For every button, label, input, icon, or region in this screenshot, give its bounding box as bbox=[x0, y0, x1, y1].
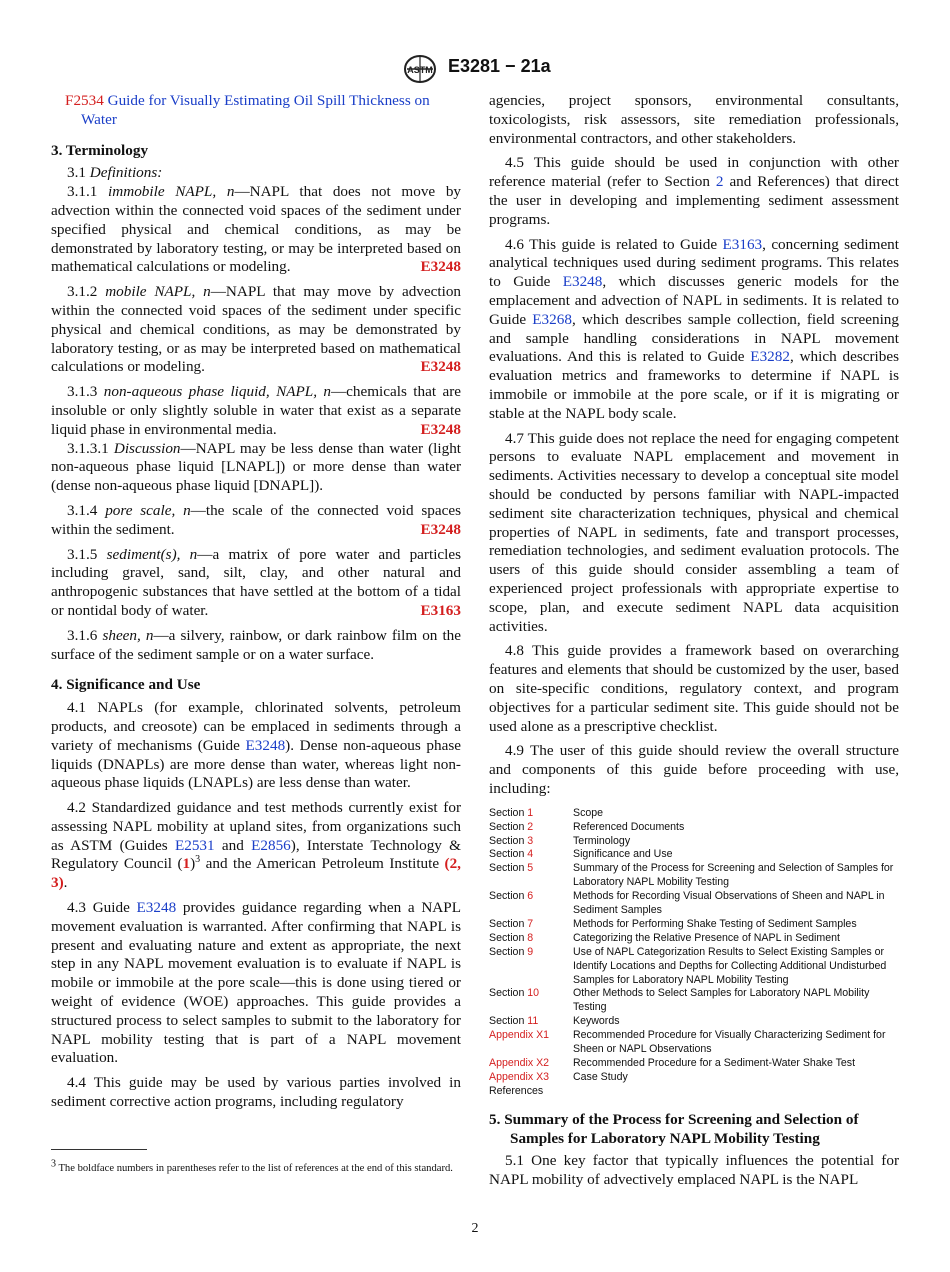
footnote: $^3$ The boldface numbers in parentheses refer to the list of references at the end of this standard. bbox=[51, 1158, 453, 1174]
ref-f2534 bbox=[51, 92, 461, 130]
toc-row: References bbox=[489, 1084, 544, 1097]
toc-row[interactable]: Section 6 Methods for Recording Visual Observations of Sheen and NAPL in Sediment Samples bbox=[489, 890, 885, 917]
toc-row[interactable]: Section 3 Terminology bbox=[489, 834, 631, 847]
contents-table bbox=[489, 807, 899, 1099]
para-3-1-6: 3.1.6 sheen, n—a silvery, rainbow, or dark rainbow film on the surface of the sediment sample or on a water surface. bbox=[51, 626, 462, 663]
para-4-4-cont: agencies, project sponsors, environmental consultants, toxicologists, risk assessors, site remediation professionals, environmental contractors, and other stakeholders. bbox=[489, 92, 899, 147]
toc-row[interactable]: Appendix X2 Recommended Procedure for a Sediment-Water Shake Test bbox=[489, 1057, 856, 1069]
ref-e2531-link[interactable]: E2531 bbox=[174, 836, 215, 854]
para-4-5: 4.5 This guide should be used in conjunction with other reference material (refer to Section 2 and References) that direct the user in developing and implementing sediment assessment programs. bbox=[489, 154, 899, 228]
toc-row[interactable]: Section 5 Summary of the Process for Screening and Selection of Samples for Laboratory NAPL Mobility Testing bbox=[489, 862, 894, 889]
ref-e3163-link[interactable]: E3163 bbox=[722, 235, 763, 253]
page-number: 2 bbox=[471, 1221, 479, 1236]
para-3-1-3: 3.1.3 non-aqueous phase liquid, NAPL, n—chemicals that are insoluble or only slightly soluble in water that exist as a separate liquid phase in environmental media. E3248 bbox=[51, 383, 461, 438]
citation-1[interactable]: 1 bbox=[182, 855, 191, 873]
ref-e3163[interactable]: E3163 bbox=[420, 601, 461, 619]
footnote-divider bbox=[51, 1149, 147, 1150]
toc-row[interactable]: Section 2 Referenced Documents bbox=[489, 820, 685, 833]
ref-title[interactable]: Guide for Visually Estimating Oil Spill Thickness on Water bbox=[81, 92, 430, 128]
para-3-1-5: 3.1.5 sediment(s), n—a matrix of pore water and particles including gravel, sand, silt, clay, and other natural and anthropogenic substances that have settled at the bottom of a tidal or nontidal body of water. E3163 bbox=[51, 545, 462, 619]
para-3-1-3-1: 3.1.3.1 Discussion—NAPL may be less dense than water (light non-aqueous phase liquid [LNAPL]) or more dense than water (dense non-aqueous phase liquid [DNAPL]). bbox=[51, 439, 462, 495]
section-5-heading: 5. Summary of the Process for Screening and Selection of Samples for Laboratory NAPL Mobility Testing bbox=[489, 1110, 859, 1147]
svg-text:ASTM: ASTM bbox=[407, 65, 433, 75]
toc-row[interactable]: Appendix X3 Case Study bbox=[489, 1070, 628, 1083]
para-5-1: 5.1 One key factor that typically influences the potential for NAPL mobility of advectively emplaced NAPL is the NAPL bbox=[489, 1152, 899, 1189]
section-4-heading: 4. Significance and Use bbox=[51, 676, 201, 694]
astm-logo-icon bbox=[402, 54, 438, 84]
para-4-4: 4.4 This guide may be used by various parties involved in sediment corrective action programs, including regulatory bbox=[51, 1074, 461, 1111]
toc-row[interactable]: Section 8 Categorizing the Relative Presence of NAPL in Sediment bbox=[489, 931, 840, 944]
para-3-1-2: 3.1.2 mobile NAPL, n—NAPL that may move by advection within the connected void spaces of the sediment under specific physical and chemical conditions, as may be demonstrated by laboratory testing, or as may be interpreted based on mathematical calculations or modeling. E3248 bbox=[51, 283, 462, 376]
ref-e3248[interactable]: E3248 bbox=[420, 520, 461, 538]
page-header bbox=[0, 54, 950, 84]
toc-row[interactable]: Section 7 Methods for Performing Shake Testing of Sediment Samples bbox=[489, 917, 857, 930]
para-4-9: 4.9 The user of this guide should review the overall structure and components of this guide before proceeding with use, including: bbox=[489, 742, 899, 797]
toc-row[interactable]: Appendix X1 Recommended Procedure for Visually Characterizing Sediment for Sheen or NAPL Observations bbox=[489, 1029, 886, 1056]
para-4-2: 4.2 Standardized guidance and test methods currently exist for assessing NAPL mobility at upland sites, from organizations such as ASTM (Guides E2531 and E2856), Interstate Technology & Regulatory Council $(1)^3$ and the American Petroleum Institute (2, 3). bbox=[51, 799, 461, 892]
citation-2-3[interactable]: (2, 3) bbox=[51, 855, 461, 892]
ref-e3248[interactable]: E3248 bbox=[420, 358, 461, 376]
toc-row[interactable]: Section 9 Use of NAPL Categorization Results to Select Existing Samples or Identify Locations and Depths for Collecting Additional Undisturbed Samples for Laboratory NAPL Mobility Testing bbox=[489, 945, 887, 986]
toc-row[interactable]: Section 4 Significance and Use bbox=[489, 848, 673, 861]
toc-row[interactable]: Section 11 Keywords bbox=[489, 1015, 620, 1028]
para-4-6: 4.6 This guide is related to Guide E3163, concerning sediment analytical techniques used during sediment programs. This relates to Guide E3248, which discusses generic models for the emplacement and advection of NAPL in sediments. It is related to Guide E3268, which describes sample collection, field screening and sample handling considerations in NAPL movement evaluations. And this is related to Guide E3282, which describes evaluation metrics and frameworks to determine if NAPL is immobile or immobile at the pore scale, or if it is migrating or stable at the NAPL body scale. bbox=[489, 235, 899, 422]
ref-e2856-link[interactable]: E2856 bbox=[251, 836, 291, 854]
ref-e3282-link[interactable]: E3282 bbox=[750, 348, 790, 366]
ref-e3248-link[interactable]: E3248 bbox=[562, 273, 603, 291]
para-4-7: 4.7 This guide does not replace the need for engaging competent persons to evaluate NAPL emplacement and movement in sediments. Activities necessary to develop a conceptual site model should be conducted by persons familiar with NAPL-impacted sediment site characterization techniques, physical and chemical properties of NAPL in sediments, fate and transport processes, remediation technologies, and sediment evaluation protocols. The users of this guide should consider assembling a team of experienced project professionals with appropriate expertise to scope, plan, and execute sediment NAPL data acquisition activities. bbox=[489, 429, 899, 635]
footnote-marker: 3 bbox=[195, 854, 201, 866]
toc-row[interactable]: Section 10 Other Methods to Select Samples for Laboratory NAPL Mobility Testing bbox=[489, 987, 870, 1014]
section-2-link[interactable]: 2 bbox=[715, 173, 724, 191]
left-column bbox=[51, 92, 461, 1112]
right-column bbox=[489, 92, 899, 1190]
ref-e3248[interactable]: E3248 bbox=[420, 258, 461, 276]
para-3-1-4: 3.1.4 pore scale, n—the scale of the connected void spaces within the sediment. E3248 bbox=[51, 501, 462, 538]
ref-e3248-link[interactable]: E3248 bbox=[245, 736, 286, 754]
document-designation: E3281 − 21a bbox=[448, 56, 551, 76]
para-4-8: 4.8 This guide provides a framework based on overarching features and elements that should be customized by the user, based on site-specific conditions, regulatory context, and program objectives for a particular sediment site. This guide should not be used alone as a prescriptive checklist. bbox=[489, 642, 899, 735]
para-3-1-1: 3.1.1 immobile NAPL, n—NAPL that does not move by advection within the connected void spaces of the sediment under specified physical and chemical conditions, as may be demonstrated by laboratory testing, or may be interpreted based on mathematical calculations or modeling. E3248 bbox=[51, 183, 462, 276]
para-4-3: 4.3 Guide E3248 provides guidance regarding when a NAPL movement evaluation is warranted. After confirming that NAPL is present and evaluating nature and extent as appropriate, the next step in any NAPL movement evaluation is to evaluate if NAPL is mobile or immobile at the pore scale—this is done using tiered or weight of evidence (WOE) approaches. This guide provides a structured process to select samples to submit to the laboratory for NAPL mobility testing that is part of a NAPL movement evaluation. bbox=[51, 899, 461, 1067]
ref-e3248-link[interactable]: E3248 bbox=[136, 899, 177, 917]
para-4-1: 4.1 NAPLs (for example, chlorinated solvents, petroleum products, and creosote) can be emplaced in sediments through a variety of mechanisms (Guide E3248). Dense non-aqueous phase liquids (DNAPLs) are more dense than water, whereas light non-aqueous phase liquids (LNAPLs) are less dense than water. bbox=[51, 699, 461, 792]
para-3-1: 3.1 Definitions: bbox=[67, 164, 163, 182]
section-3-heading: 3. Terminology bbox=[51, 141, 149, 159]
ref-e3248[interactable]: E3248 bbox=[420, 420, 461, 438]
ref-e3268-link[interactable]: E3268 bbox=[532, 310, 572, 328]
toc-row[interactable]: Section 1 Scope bbox=[489, 806, 604, 819]
ref-code[interactable]: F2534 bbox=[65, 92, 104, 109]
